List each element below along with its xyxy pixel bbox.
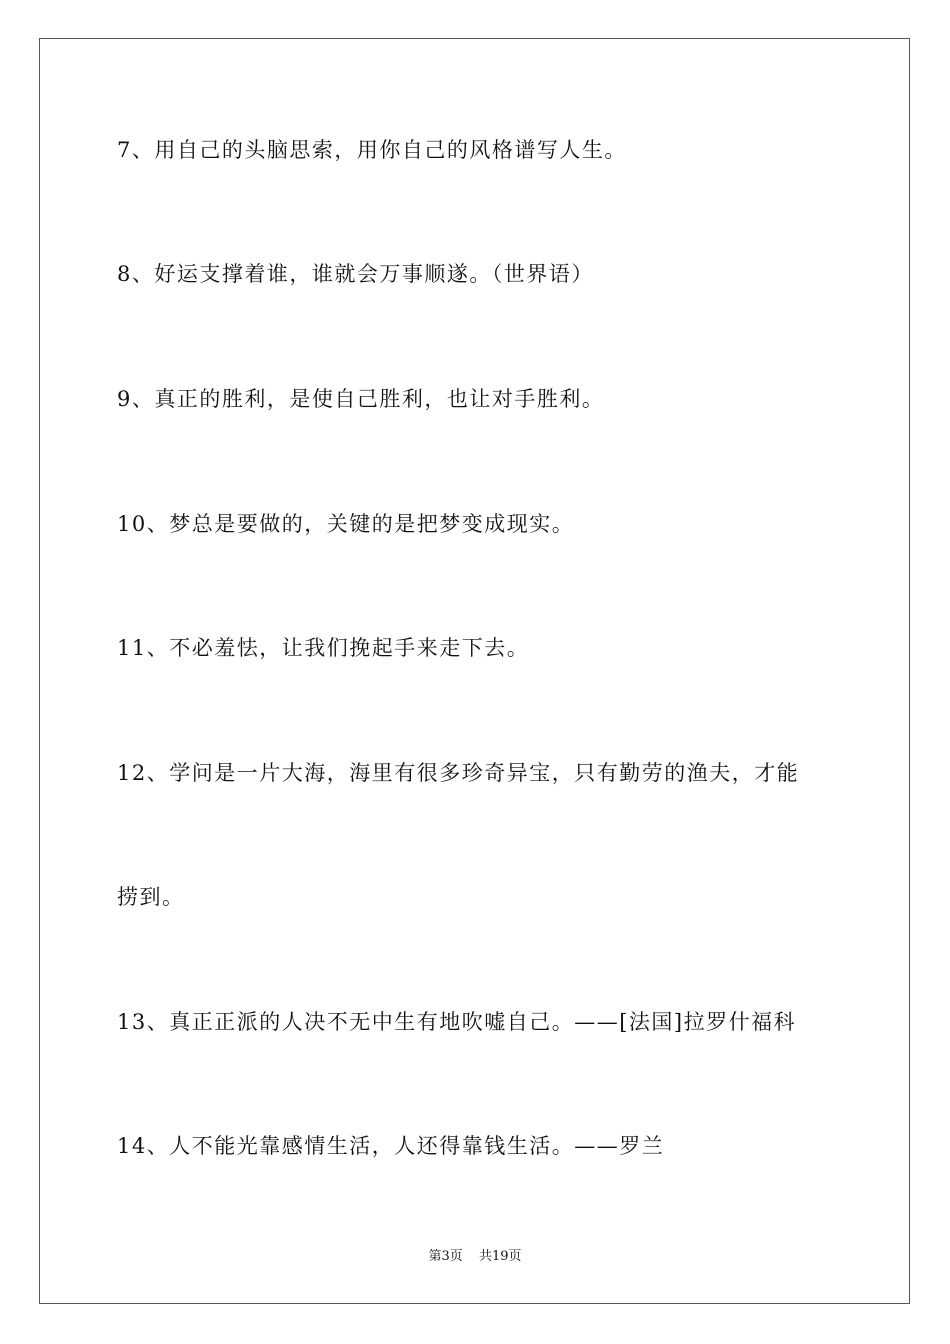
quote-13: 13、真正正派的人决不无中生有地吹嘘自己。——[法国]拉罗什福科 — [117, 1010, 797, 1034]
quote-10: 10、梦总是要做的，关键的是把梦变成现实。 — [117, 512, 575, 536]
page-footer — [0, 1248, 950, 1266]
page-frame — [39, 38, 910, 1304]
quote-8: 8、好运支撑着谁，谁就会万事顺遂。（世界语） — [117, 262, 594, 286]
total-pages-label: 共19页 — [478, 1249, 522, 1264]
quote-11: 11、不必羞怯，让我们挽起手来走下去。 — [117, 636, 530, 660]
current-page-label: 第3页 — [428, 1249, 463, 1264]
quote-12-continuation: 捞到。 — [117, 885, 185, 909]
quote-14: 14、人不能光靠感情生活，人还得靠钱生活。——罗兰 — [117, 1134, 665, 1158]
quote-12: 12、学问是一片大海，海里有很多珍奇异宝，只有勤劳的渔夫，才能 — [117, 761, 800, 785]
quote-9: 9、真正的胜利，是使自己胜利，也让对手胜利。 — [117, 387, 605, 411]
quote-7: 7、用自己的头脑思索，用你自己的风格谱写人生。 — [117, 138, 627, 162]
